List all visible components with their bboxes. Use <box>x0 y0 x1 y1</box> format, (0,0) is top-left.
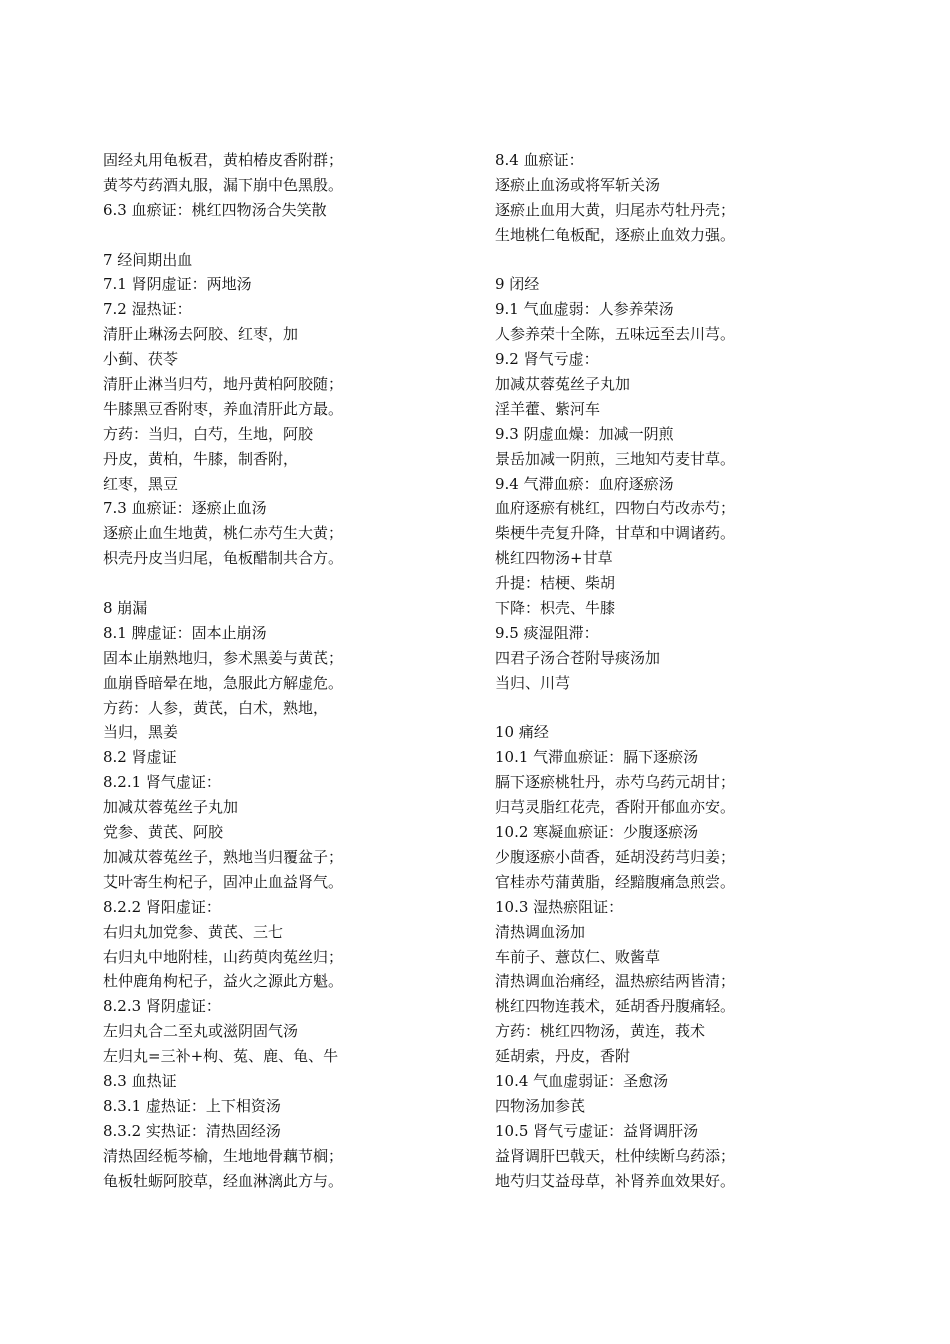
text-line: 清热调血汤加 <box>495 922 586 941</box>
text-line: 清肝止琳汤去阿胶、红枣，加 <box>103 325 299 344</box>
text-line: 官桂赤芍蒲黄脂，经黯腹痛急煎尝。 <box>495 872 736 891</box>
text-line: 淫羊藿、紫河车 <box>495 399 601 418</box>
text-line: 枳壳丹皮当归尾，龟板醋制共合方。 <box>103 549 344 568</box>
text-line: 9.5 痰湿阻滞： <box>495 623 599 642</box>
text-line: 10.4 气血虚弱证：圣愈汤 <box>495 1071 669 1090</box>
text-line: 清热调血治痛经，温热瘀结两皆清； <box>495 972 736 991</box>
text-line: 地芍归艾益母草，补肾养血效果好。 <box>495 1171 736 1190</box>
text-line: 牛膝黑豆香附枣，养血清肝此方最。 <box>103 399 344 418</box>
text-line: 方药：当归，白芍，生地，阿胶 <box>103 424 314 443</box>
text-line: 8.3 血热证 <box>103 1071 177 1090</box>
text-line: 红枣，黑豆 <box>103 474 179 493</box>
text-line: 9.3 阴虚血燥：加减一阴煎 <box>495 424 674 443</box>
text-line: 龟板牡蛎阿胶草，经血淋漓此方与。 <box>103 1171 344 1190</box>
text-line: 逐瘀止血生地黄，桃仁赤芍生大黄； <box>103 524 344 543</box>
text-line: 清热固经栀芩榆，生地地骨藕节榈； <box>103 1146 344 1165</box>
text-line: 左归丸合二至丸或滋阴固气汤 <box>103 1022 299 1041</box>
text-line: 血府逐瘀有桃红，四物白芍改赤芍； <box>495 499 736 518</box>
text-line: 当归，黑姜 <box>103 723 179 742</box>
text-line: 桃红四物汤+甘草 <box>495 549 613 568</box>
text-line: 固经丸用龟板君，黄柏椿皮香附群； <box>103 151 344 169</box>
right-column <box>495 148 875 1193</box>
text-line: 8 崩漏 <box>103 599 148 618</box>
text-line: 10.2 寒凝血瘀证：少腹逐瘀汤 <box>495 823 699 842</box>
text-line: 9.4 气滞血瘀：血府逐瘀汤 <box>495 474 674 493</box>
text-line: 归芎灵脂红花壳，香附开郁血亦安。 <box>495 798 736 817</box>
text-line: 当归、川芎 <box>495 673 571 692</box>
text-line: 10.5 肾气亏虚证：益肾调肝汤 <box>495 1121 699 1140</box>
text-line: 6.3 血瘀证：桃红四物汤合失笑散 <box>103 200 327 219</box>
text-line: 人参养荣十全陈，五味远至去川芎。 <box>495 325 736 344</box>
text-line: 8.1 脾虚证：固本止崩汤 <box>103 623 267 642</box>
text-line: 小蓟、茯苓 <box>103 350 179 369</box>
text-line: 8.4 血瘀证： <box>495 151 584 169</box>
text-line: 四物汤加参芪 <box>495 1096 586 1115</box>
text-line: 方药：人参，黄芪，白术，熟地， <box>103 698 329 717</box>
text-line: 景岳加减一阴煎，三地知芍麦甘草。 <box>495 449 736 468</box>
blank-line <box>103 223 483 248</box>
text-line: 10.3 湿热瘀阻证： <box>495 897 624 916</box>
text-line: 方药：桃红四物汤，黄连，莪术 <box>495 1022 706 1041</box>
text-line: 桃红四物连莪术，延胡香丹腹痛轻。 <box>495 997 736 1016</box>
text-line: 8.2.2 肾阳虚证： <box>103 897 221 916</box>
text-line: 7.1 肾阴虚证：两地汤 <box>103 275 252 294</box>
text-line: 车前子、薏苡仁、败酱草 <box>495 947 661 966</box>
text-line: 8.3.2 实热证：清热固经汤 <box>103 1121 281 1140</box>
text-line: 8.2.1 肾气虚证： <box>103 773 221 792</box>
text-line: 10 痛经 <box>495 723 549 742</box>
text-line: 逐瘀止血用大黄，归尾赤芍牡丹壳； <box>495 200 736 219</box>
blank-line <box>495 696 875 721</box>
text-line: 8.2 肾虚证 <box>103 748 177 767</box>
text-line: 丹皮，黄柏，牛膝，制香附， <box>103 449 299 468</box>
text-line: 血崩昏暗晕在地，急服此方解虚危。 <box>103 673 344 692</box>
text-line: 少腹逐瘀小茴香，延胡没药芎归姜； <box>495 847 736 866</box>
text-line: 加减苁蓉菟丝子丸加 <box>495 375 631 394</box>
blank-line <box>495 248 875 273</box>
text-line: 柴梗牛壳复升降，甘草和中调诸药。 <box>495 524 736 543</box>
left-column <box>103 148 483 1193</box>
text-line: 8.3.1 虚热证：上下相资汤 <box>103 1096 281 1115</box>
text-line: 下降：枳壳、牛膝 <box>495 599 616 618</box>
blank-line <box>103 571 483 596</box>
text-line: 加减苁蓉菟丝子，熟地当归覆盆子； <box>103 847 344 866</box>
text-line: 7.2 湿热证： <box>103 300 192 319</box>
text-line: 7 经间期出血 <box>103 250 193 269</box>
text-line: 清肝止淋当归芍，地丹黄柏阿胶随； <box>103 375 344 394</box>
text-line: 延胡索，丹皮，香附 <box>495 1047 631 1066</box>
text-line: 加减苁蓉菟丝子丸加 <box>103 798 239 817</box>
text-line: 右归丸中地附桂，山药萸肉菟丝归； <box>103 947 344 966</box>
text-line: 7.3 血瘀证：逐瘀止血汤 <box>103 499 267 518</box>
text-line: 8.2.3 肾阴虚证： <box>103 997 221 1016</box>
text-line: 升提：桔梗、柴胡 <box>495 574 616 593</box>
text-line: 艾叶寄生枸杞子，固冲止血益肾气。 <box>103 872 344 891</box>
text-line: 益肾调肝巴戟天，杜仲续断乌药添； <box>495 1146 736 1165</box>
text-line: 党参、黄芪、阿胶 <box>103 823 224 842</box>
text-line: 9.2 肾气亏虚： <box>495 350 599 369</box>
text-line: 生地桃仁龟板配，逐瘀止血效力强。 <box>495 225 736 244</box>
text-line: 左归丸=三补+枸、菟、鹿、龟、牛 <box>103 1047 339 1066</box>
text-line: 逐瘀止血汤或将军斩关汤 <box>495 175 661 194</box>
text-line: 右归丸加党参、黄芪、三七 <box>103 922 284 941</box>
text-line: 9 闭经 <box>495 275 540 294</box>
text-line: 杜仲鹿角枸杞子，益火之源此方魁。 <box>103 972 344 991</box>
text-line: 固本止崩熟地归，参术黑姜与黄芪； <box>103 648 344 667</box>
text-line: 9.1 气血虚弱：人参养荣汤 <box>495 300 674 319</box>
text-line: 10.1 气滞血瘀证：膈下逐瘀汤 <box>495 748 699 767</box>
text-line: 四君子汤合苍附导痰汤加 <box>495 648 661 667</box>
text-line: 黄芩芍药酒丸服，漏下崩中色黑殷。 <box>103 175 344 194</box>
text-line: 膈下逐瘀桃牡丹，赤芍乌药元胡甘； <box>495 773 736 792</box>
